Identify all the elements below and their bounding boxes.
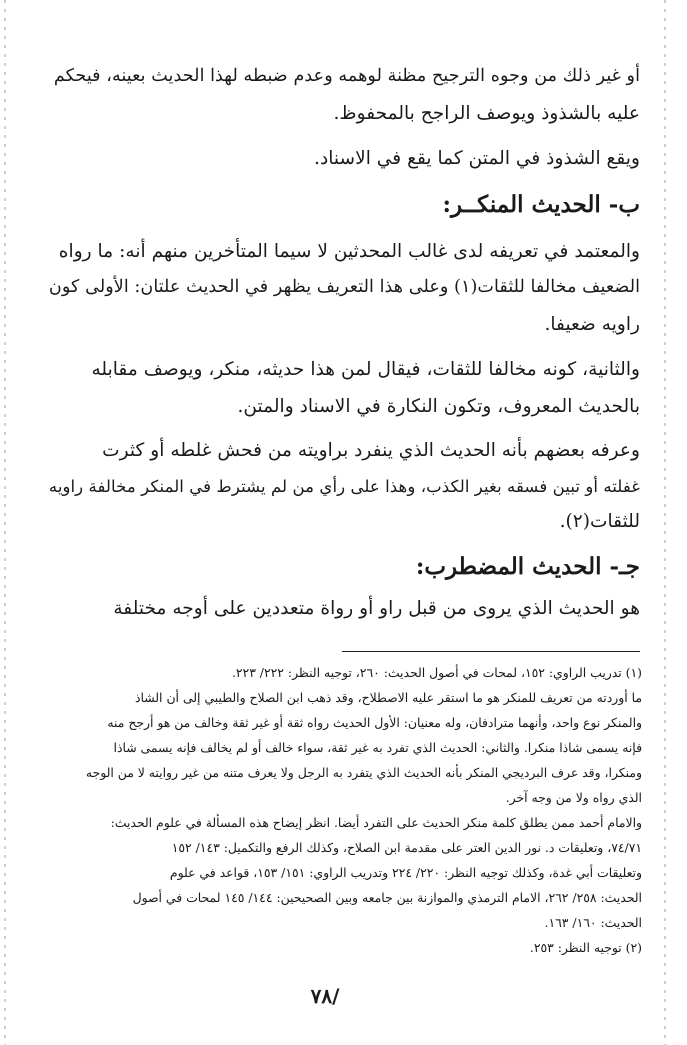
body-line: بالحديث المعروف، وتكون النكارة في الاسناد والمتن. xyxy=(237,396,640,417)
body-line: أو غير ذلك من وجوه الترجيح مظنة لوهمه وعدم ضبطه لهذا الحديث بعينه، فيحكم xyxy=(53,66,640,86)
section-heading-munkar: ب- الحديث المنكــر: xyxy=(442,191,640,218)
body-line: وعرفه بعضهم بأنه الحديث الذي ينفرد براويته من فحش غلطه أو كثرت xyxy=(102,440,640,461)
footnote-line: الحديث: ١٦٠/ ١٦٣. xyxy=(544,915,642,930)
body-line: والثانية، كونه مخالفا للثقات، فيقال لمن هذا حديثه، منكر، ويوصف مقابله xyxy=(91,359,640,380)
scan-edge-right xyxy=(664,0,666,1045)
body-line: هو الحديث الذي يروى من قبل راو أو رواة متعددين على أوجه مختلفة xyxy=(113,598,640,619)
footnote-line: (٢) توجيه النظر: ٢٥٣. xyxy=(529,940,642,955)
body-line: عليه بالشذوذ ويوصف الراجح بالمحفوظ. xyxy=(333,103,640,124)
footnote-line: (١) تدريب الراوي: ١٥٢، لمحات في أصول الحديث: ٢٦٠، توجيه النظر: ٢٢٢/ ٢٢٣. xyxy=(231,665,642,680)
section-heading-mudtarib: جـ- الحديث المضطرب: xyxy=(415,553,640,580)
footnote-line: ما أوردته من تعريف للمنكر هو ما استقر عليه الاصطلاح، وقد ذهب ابن الصلاح والطيبي إلى أن الشاذ xyxy=(134,690,642,705)
body-line: راويه ضعيفا. xyxy=(544,314,640,335)
footnote-line: ٧٤/٧١، وتعليقات د. نور الدين العتر على مقدمة ابن الصلاح، وكذلك الرفع والتكميل: ١٤٣/ ١٥٢ xyxy=(171,840,642,855)
body-line: والمعتمد في تعريفه لدى غالب المحدثين لا سيما المتأخرين منهم أنه: ما رواه xyxy=(58,241,640,262)
footnote-line: والامام أحمد ممن يطلق كلمة منكر الحديث على التفرد أيضا. انظر إيضاح هذه المسألة في علوم الحديث: xyxy=(110,815,642,830)
page-number: /٧٨ xyxy=(310,984,340,1008)
footnote-line: الذي رواه ولا من وجه آخر. xyxy=(505,790,642,805)
footnote-line: وتعليقات أبي غدة، وكذلك توجيه النظر: ٢٢٠/ ٢٢٤ وتدريب الراوي: ١٥١/ ١٥٣، قواعد في علوم xyxy=(169,865,642,880)
footnote-divider xyxy=(342,651,640,652)
footnote-line: الحديث: ٢٥٨/ ٢٦٢، الامام الترمذي والموازنة بين جامعه وبين الصحيحين: ١٤٤/ ١٤٥ لمحات في أصول xyxy=(132,890,642,905)
footnote-line: ومنكرا، وقد عرف البرديجي المنكر بأنه الحديث الذي يتفرد به الرجل ولا يعرف متنه من غير روايته لا من الوجه xyxy=(85,765,642,780)
body-line: غفلته أو تبين فسقه بغير الكذب، وهذا على رأي من لم يشترط في المنكر مخالفة راويه xyxy=(48,476,640,496)
scan-edge-left xyxy=(4,0,6,1045)
body-line: الضعيف مخالفا للثقات(١) وعلى هذا التعريف يظهر في الحديث علتان: الأولى كون xyxy=(48,277,640,297)
footnote-line: والمنكر نوع واحد، وأنهما مترادفان، وله معنيان: الأول الحديث رواه ثقة أو غير ثقة وخالف من هو أرجح منه xyxy=(107,715,642,730)
body-line: ويقع الشذوذ في المتن كما يقع في الاسناد. xyxy=(314,148,640,169)
main-text xyxy=(48,0,640,640)
footnote-line: فإنه يسمى شاذا منكرا. والثاني: الحديث الذي تفرد به غير ثقة، سواء خالف أو لم يخالف فإنه يسمى شاذا xyxy=(113,740,642,755)
body-line: للثقات(٢). xyxy=(559,511,640,532)
